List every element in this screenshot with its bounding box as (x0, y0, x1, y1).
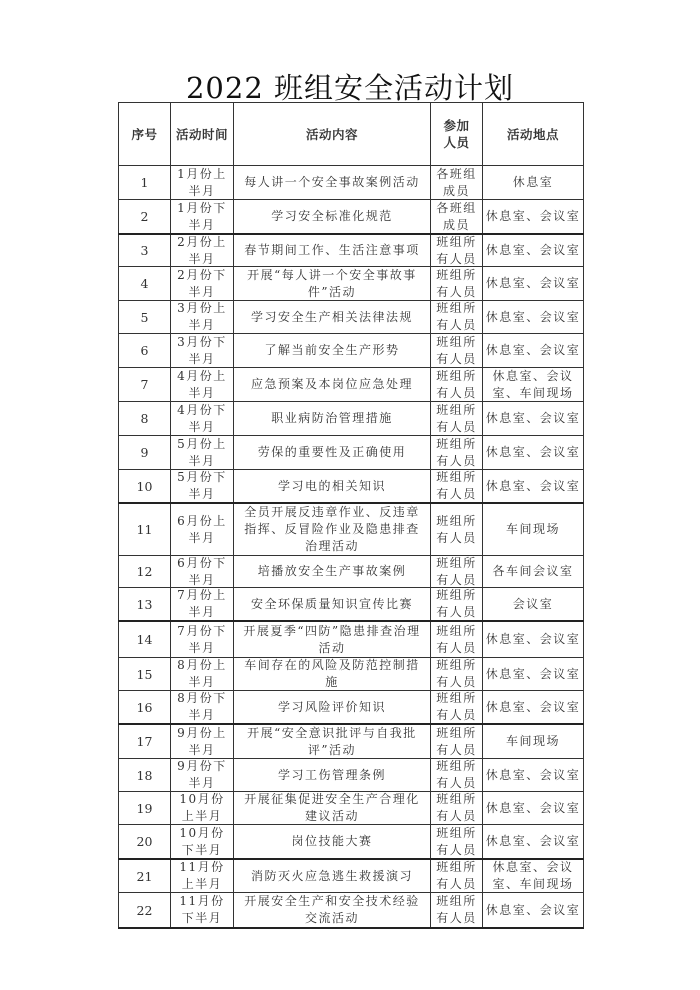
row-seq-cell (119, 402, 171, 436)
header-place: 活动地点 (483, 103, 584, 166)
table-row (119, 301, 584, 334)
row-seq: 12 (136, 564, 153, 579)
row-time-cell (171, 334, 234, 368)
table-row (119, 436, 584, 470)
row-place-cell (483, 234, 584, 267)
row-time: 6月份上半月 (177, 513, 227, 545)
row-people-cell (431, 556, 483, 588)
row-people: 班组所有人员 (436, 402, 477, 434)
row-place-cell (483, 368, 584, 402)
row-seq: 11 (136, 522, 153, 537)
row-content: 开展安全生产和安全技术经验交流活动 (244, 894, 420, 925)
row-time: 5月份上半月 (177, 436, 227, 468)
row-content-cell (234, 503, 431, 556)
row-seq: 3 (140, 243, 149, 258)
table-row (119, 825, 584, 860)
row-place-cell (483, 402, 584, 436)
table-row (119, 588, 584, 622)
row-time: 3月份上半月 (177, 301, 227, 332)
table-row (119, 470, 584, 504)
row-time-cell (171, 588, 234, 622)
row-place: 休息室、会议室 (485, 800, 581, 815)
row-people-cell (431, 200, 483, 235)
row-people: 班组所有人员 (436, 301, 477, 332)
row-time-cell (171, 200, 234, 235)
row-place-cell (483, 792, 584, 825)
row-content-cell (234, 658, 431, 691)
row-seq-cell (119, 301, 171, 334)
row-seq: 18 (136, 767, 153, 783)
row-seq-cell (119, 588, 171, 622)
row-people: 班组所有人员 (436, 368, 477, 400)
row-seq: 9 (140, 445, 149, 460)
table-row (119, 166, 584, 200)
row-seq: 22 (136, 902, 153, 918)
row-place: 休息室、会议室 (485, 834, 581, 848)
row-seq: 4 (140, 276, 149, 291)
row-time: 7月份上半月 (177, 588, 227, 619)
row-people-cell (431, 724, 483, 759)
row-time: 9月份上半月 (177, 725, 227, 757)
row-time: 10月份下半月 (179, 825, 225, 857)
row-place-cell (483, 267, 584, 301)
row-content-cell (234, 759, 431, 792)
row-people-cell (431, 402, 483, 436)
table-row (119, 691, 584, 725)
row-place-cell (483, 859, 584, 893)
row-people: 班组所有人员 (436, 725, 477, 757)
row-content-cell (234, 368, 431, 402)
row-place: 休息室、会议室 (485, 767, 581, 782)
row-place-cell (483, 724, 584, 759)
row-content: 职业病防治管理措施 (271, 411, 393, 425)
row-time-cell (171, 724, 234, 759)
row-place-cell (483, 588, 584, 622)
row-time-cell (171, 234, 234, 267)
header-people: 参加人员 (431, 103, 483, 166)
row-place: 休息室、会议室 (485, 445, 581, 459)
row-seq: 6 (140, 343, 149, 358)
row-place-cell (483, 893, 584, 929)
row-people-cell (431, 825, 483, 860)
row-content-cell (234, 825, 431, 860)
header-content: 活动内容 (234, 103, 431, 166)
row-seq: 5 (140, 309, 149, 325)
row-people: 班组所有人员 (436, 436, 477, 468)
row-time-cell (171, 503, 234, 556)
row-content-cell (234, 267, 431, 301)
row-time-cell (171, 759, 234, 792)
table-row (119, 402, 584, 436)
row-seq: 19 (136, 800, 153, 816)
row-content-cell (234, 234, 431, 267)
row-seq-cell (119, 792, 171, 825)
row-seq: 7 (140, 377, 149, 392)
row-place-cell (483, 470, 584, 504)
row-seq: 2 (140, 209, 149, 224)
row-place: 休息室、会议室 (485, 411, 581, 425)
row-place-cell (483, 658, 584, 691)
row-time: 8月份上半月 (177, 658, 227, 689)
row-place: 休息室、会议室 (485, 699, 581, 714)
row-seq-cell (119, 691, 171, 725)
row-seq-cell (119, 859, 171, 893)
row-people-cell (431, 436, 483, 470)
row-people-cell (431, 588, 483, 622)
row-place: 休息室、会议室 (485, 902, 581, 917)
table-row (119, 893, 584, 929)
row-time-cell (171, 825, 234, 860)
table-row (119, 200, 584, 235)
row-content-cell (234, 859, 431, 893)
row-seq-cell (119, 267, 171, 301)
row-people-cell (431, 893, 483, 929)
row-people: 班组所有人员 (436, 658, 477, 689)
row-content: 培播放安全生产事故案例 (257, 564, 407, 578)
table-row (119, 267, 584, 301)
row-seq-cell (119, 470, 171, 504)
row-time: 10月份上半月 (179, 792, 225, 823)
row-time: 2月份下半月 (177, 267, 227, 299)
row-seq: 20 (136, 834, 153, 849)
row-seq: 1 (140, 175, 149, 190)
row-content-cell (234, 621, 431, 658)
row-content: 学习安全生产相关法律法规 (250, 309, 413, 324)
row-people-cell (431, 621, 483, 658)
table-row (119, 503, 584, 556)
row-time: 11月份上半月 (179, 860, 225, 891)
row-time-cell (171, 792, 234, 825)
row-place-cell (483, 301, 584, 334)
row-place: 休息室、会议室 (485, 209, 581, 223)
row-content: 每人讲一个安全事故案例活动 (244, 175, 420, 189)
row-time: 9月份下半月 (177, 759, 227, 790)
row-time: 3月份下半月 (177, 334, 227, 366)
row-place-cell (483, 556, 584, 588)
row-place: 休息室、会议室 (485, 343, 581, 357)
row-seq: 14 (136, 632, 153, 647)
row-content: 了解当前安全生产形势 (264, 343, 400, 357)
row-seq-cell (119, 368, 171, 402)
row-time: 8月份下半月 (177, 691, 227, 722)
row-time: 7月份下半月 (177, 623, 227, 655)
table-row (119, 556, 584, 588)
row-people: 班组所有人员 (436, 235, 477, 266)
row-place-cell (483, 691, 584, 725)
activity-plan-table (118, 102, 584, 929)
row-content: 应急预案及本岗位应急处理 (250, 377, 413, 391)
row-seq-cell (119, 724, 171, 759)
row-time: 4月份上半月 (177, 368, 227, 400)
row-place: 车间现场 (505, 522, 560, 536)
row-people: 班组所有人员 (436, 334, 477, 366)
row-seq-cell (119, 166, 171, 200)
row-time-cell (171, 402, 234, 436)
row-time-cell (171, 436, 234, 470)
row-seq-cell (119, 200, 171, 235)
row-time-cell (171, 301, 234, 334)
row-time-cell (171, 267, 234, 301)
row-time-cell (171, 621, 234, 658)
row-people: 班组所有人员 (436, 513, 477, 545)
row-seq: 21 (136, 868, 153, 884)
row-seq: 16 (136, 699, 153, 715)
table-row (119, 334, 584, 368)
row-time: 6月份下半月 (177, 556, 227, 587)
row-place: 各车间会议室 (492, 564, 574, 578)
row-content: 车间存在的风险及防范控制措施 (244, 658, 420, 689)
row-place-cell (483, 334, 584, 368)
row-people-cell (431, 759, 483, 792)
row-time: 1月份下半月 (177, 200, 227, 232)
row-people: 班组所有人员 (436, 267, 477, 299)
row-content-cell (234, 402, 431, 436)
row-people-cell (431, 691, 483, 725)
row-content-cell (234, 588, 431, 622)
row-place: 休息室、会议室 (485, 478, 581, 493)
row-people: 班组所有人员 (436, 588, 477, 619)
row-content: 劳保的重要性及正确使用 (257, 445, 407, 459)
row-people-cell (431, 470, 483, 504)
row-people-cell (431, 166, 483, 200)
row-content: 学习电的相关知识 (277, 478, 386, 493)
table-row (119, 724, 584, 759)
row-place-cell (483, 825, 584, 860)
row-content: 学习风险评价知识 (277, 699, 386, 714)
row-people-cell (431, 267, 483, 301)
row-place-cell (483, 200, 584, 235)
table-row (119, 621, 584, 658)
row-place: 休息室、会议室 (485, 666, 581, 681)
row-content-cell (234, 334, 431, 368)
row-seq-cell (119, 893, 171, 929)
row-people-cell (431, 234, 483, 267)
row-people-cell (431, 334, 483, 368)
row-seq-cell (119, 556, 171, 588)
row-place-cell (483, 759, 584, 792)
row-seq-cell (119, 658, 171, 691)
row-place-cell (483, 621, 584, 658)
row-time-cell (171, 893, 234, 929)
row-seq-cell (119, 234, 171, 267)
row-content-cell (234, 893, 431, 929)
row-place: 休息室、会议室、车间现场 (492, 860, 574, 891)
table-header-row (119, 103, 584, 166)
header-seq: 序号 (119, 103, 171, 166)
row-seq-cell (119, 759, 171, 792)
row-content-cell (234, 301, 431, 334)
row-people-cell (431, 503, 483, 556)
table-row (119, 792, 584, 825)
row-place-cell (483, 166, 584, 200)
table-row (119, 759, 584, 792)
row-place: 休息室、会议室 (485, 309, 581, 324)
row-place: 会议室 (512, 596, 554, 611)
row-time: 2月份上半月 (177, 235, 227, 266)
row-time-cell (171, 556, 234, 588)
row-time-cell (171, 691, 234, 725)
row-time-cell (171, 368, 234, 402)
row-place: 休息室、会议室 (485, 276, 581, 290)
row-content-cell (234, 691, 431, 725)
row-people: 班组所有人员 (436, 792, 477, 823)
row-place: 休息室、会议室、车间现场 (492, 368, 574, 400)
row-people-cell (431, 859, 483, 893)
row-seq: 10 (136, 478, 153, 494)
row-people-cell (431, 301, 483, 334)
row-people-cell (431, 368, 483, 402)
row-seq-cell (119, 825, 171, 860)
row-time-cell (171, 658, 234, 691)
row-people: 班组所有人员 (436, 860, 477, 891)
row-content-cell (234, 200, 431, 235)
row-people: 班组所有人员 (436, 470, 477, 501)
row-time-cell (171, 470, 234, 504)
row-time: 11月份下半月 (179, 894, 225, 925)
row-people: 各班组成员 (436, 200, 477, 232)
row-content-cell (234, 724, 431, 759)
row-content: 学习工伤管理条例 (277, 767, 386, 782)
row-content: 学习安全标准化规范 (271, 209, 393, 223)
row-people: 各班组成员 (436, 166, 477, 198)
table-row (119, 859, 584, 893)
row-content-cell (234, 470, 431, 504)
page-title: 2022 班组安全活动计划 (185, 71, 515, 105)
row-people: 班组所有人员 (436, 759, 477, 790)
row-seq-cell (119, 436, 171, 470)
row-content: 开展“每人讲一个安全事故事件”活动 (247, 267, 417, 299)
row-seq: 17 (136, 734, 153, 749)
row-seq-cell (119, 334, 171, 368)
row-place-cell (483, 503, 584, 556)
row-place-cell (483, 436, 584, 470)
row-content: 开展夏季“四防”隐患排查治理活动 (243, 623, 421, 655)
row-time-cell (171, 166, 234, 200)
row-time: 4月份下半月 (177, 402, 227, 434)
table-row (119, 368, 584, 402)
row-content: 全员开展反违章作业、反违章指挥、反冒险作业及隐患排查治理活动 (244, 505, 420, 553)
row-time: 5月份下半月 (177, 470, 227, 501)
row-time: 1月份上半月 (177, 166, 227, 198)
row-seq-cell (119, 503, 171, 556)
row-content-cell (234, 436, 431, 470)
row-seq: 15 (136, 666, 153, 682)
row-content: 春节期间工作、生活注意事项 (244, 243, 420, 257)
row-people-cell (431, 792, 483, 825)
row-seq: 13 (136, 596, 153, 612)
row-seq-cell (119, 621, 171, 658)
table-row (119, 658, 584, 691)
row-seq: 8 (140, 411, 149, 426)
row-people: 班组所有人员 (436, 556, 477, 587)
row-content: 消防灭火应急逃生救援演习 (250, 868, 413, 883)
row-place: 休息室、会议室 (485, 632, 581, 646)
row-content: 安全环保质量知识宣传比赛 (250, 596, 413, 611)
row-people: 班组所有人员 (436, 691, 477, 722)
row-content: 开展“安全意识批评与自我批评”活动 (247, 725, 417, 757)
row-people-cell (431, 658, 483, 691)
row-time-cell (171, 859, 234, 893)
row-people: 班组所有人员 (436, 825, 477, 857)
row-people: 班组所有人员 (436, 894, 477, 925)
row-content: 开展征集促进安全生产合理化建议活动 (244, 792, 420, 823)
row-place: 车间现场 (505, 734, 560, 748)
header-time: 活动时间 (171, 103, 234, 166)
table-row (119, 234, 584, 267)
row-content-cell (234, 556, 431, 588)
row-place: 休息室 (512, 175, 554, 189)
row-content: 岗位技能大赛 (291, 834, 373, 848)
row-content-cell (234, 792, 431, 825)
row-place: 休息室、会议室 (485, 243, 581, 257)
row-content-cell (234, 166, 431, 200)
row-people: 班组所有人员 (436, 623, 477, 655)
